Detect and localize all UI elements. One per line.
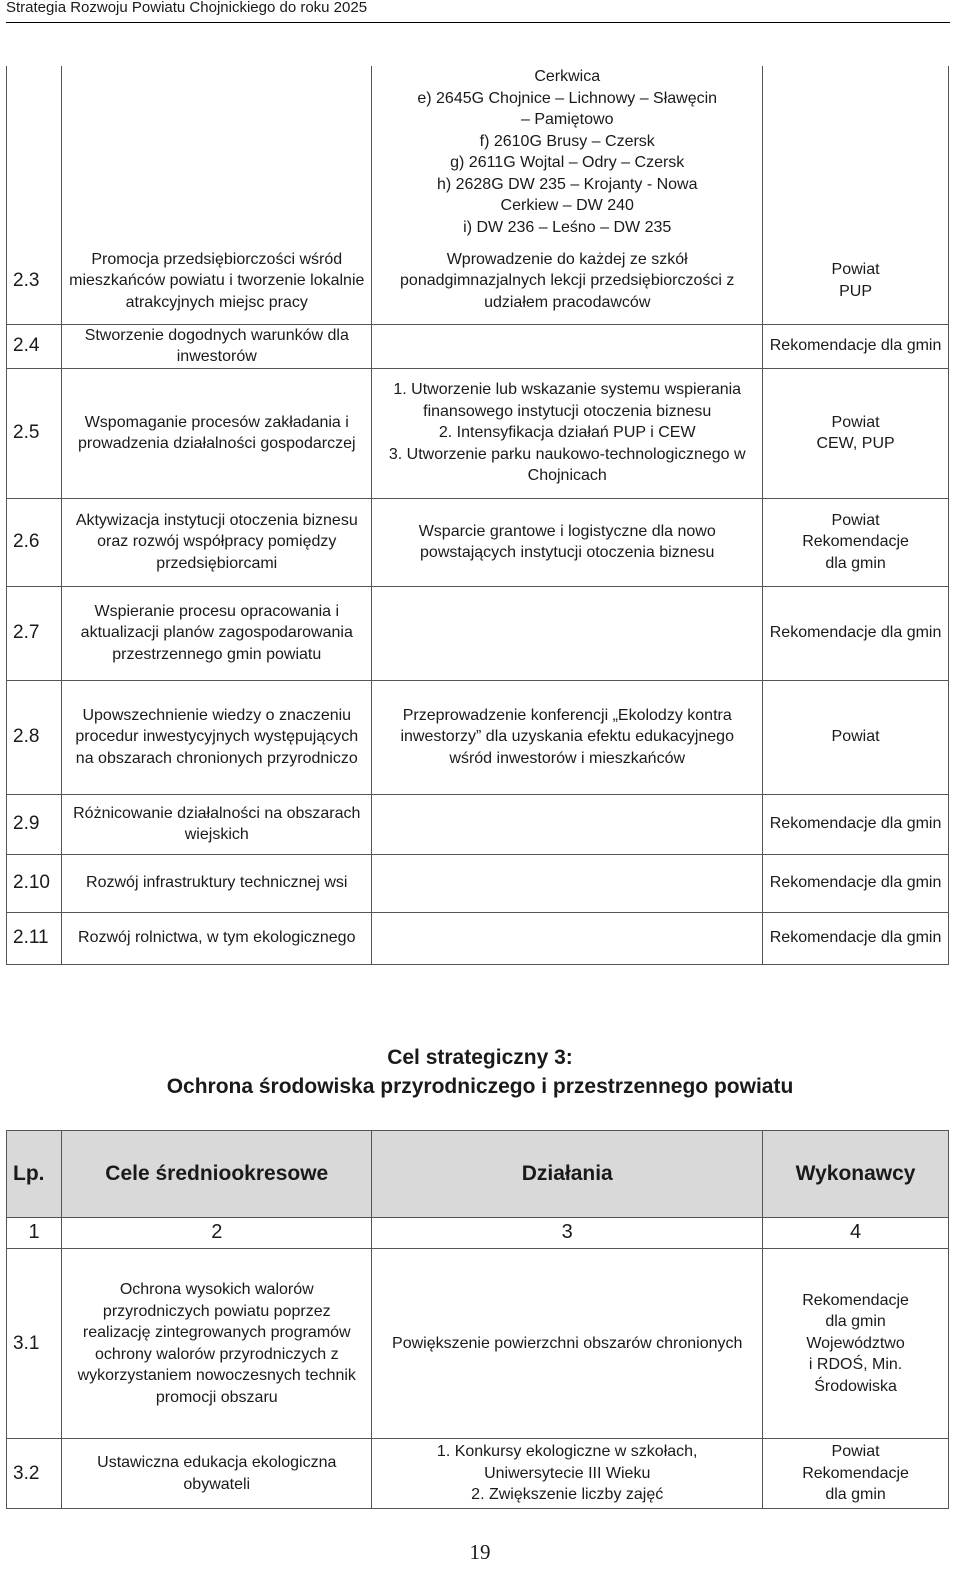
table-row — [7, 368, 949, 498]
page-number: 19 — [469, 1540, 491, 1564]
row-number: 2.10 — [7, 854, 62, 912]
header-lp: Lp. — [7, 1131, 62, 1218]
executor-cell: Powiat CEW, PUP — [763, 368, 949, 498]
row-number: 2.6 — [7, 498, 62, 586]
row-number: 2.5 — [7, 368, 62, 498]
table-row — [7, 1249, 949, 1439]
table-row — [7, 324, 949, 368]
executor-cell: Rekomendacje dla gmin — [763, 912, 949, 964]
table-row — [7, 680, 949, 794]
goal-cell: Rozwój rolnictwa, w tym ekologicznego — [62, 912, 372, 964]
action-cell — [372, 324, 763, 368]
row-number: 2.7 — [7, 586, 62, 680]
column-number: 3 — [372, 1218, 763, 1249]
executor-cell: Rekomendacje dla gmin — [763, 794, 949, 854]
action-cell: 1. Konkursy ekologiczne w szkołach, Uniwersytecie III Wieku 2. Zwiększenie liczby zajęć — [372, 1439, 763, 1509]
row-number: 2.11 — [7, 912, 62, 964]
goal-cell: Rozwój infrastruktury technicznej wsi — [62, 854, 372, 912]
goal-cell: Wspieranie procesu opracowania i aktualizacji planów zagospodarowania przestrzennego gmin powiatu — [62, 586, 372, 680]
table-row — [7, 238, 949, 324]
executor-cell: Powiat Rekomendacje dla gmin — [763, 1439, 949, 1509]
row-number: 2.3 — [7, 238, 62, 324]
goal-cell: Ustawiczna edukacja ekologiczna obywateli — [62, 1439, 372, 1509]
column-number: 2 — [62, 1218, 372, 1249]
row-number: 2.9 — [7, 794, 62, 854]
table-row-continuation — [7, 66, 949, 238]
executor-cell: Rekomendacje dla gmin — [763, 324, 949, 368]
action-cell: Wprowadzenie do każdej ze szkół ponadgimnazjalnych lekcji przedsiębiorczości z udziałem pracodawców — [372, 238, 763, 324]
strategic-goal-number: Cel strategiczny 3: — [387, 1046, 573, 1069]
table-row — [7, 912, 949, 964]
row-number: 2.4 — [7, 324, 62, 368]
row-number: 3.2 — [7, 1439, 62, 1509]
header-goals: Cele średniookresowe — [62, 1131, 372, 1218]
row-number: 3.1 — [7, 1249, 62, 1439]
goal-cell: Promocja przedsiębiorczości wśród mieszkańców powiatu i tworzenie lokalnie atrakcyjnych miejsc pracy — [62, 238, 372, 324]
action-cell — [372, 854, 763, 912]
action-cell: Wsparcie grantowe i logistyczne dla nowo powstających instytucji otoczenia biznesu — [372, 498, 763, 586]
action-cell: Powiększenie powierzchni obszarów chronionych — [372, 1249, 763, 1439]
measures-table-goal-3 — [6, 1130, 949, 1509]
executor-cell: Rekomendacje dla gmin Województwo i RDOŚ, Min. Środowiska — [763, 1249, 949, 1439]
goal-cell: Upowszechnienie wiedzy o znaczeniu procedur inwestycyjnych występujących na obszarach chronionych przyrodniczo — [62, 680, 372, 794]
table-row — [7, 794, 949, 854]
header-actions: Działania — [372, 1131, 763, 1218]
strategic-goal-title: Ochrona środowiska przyrodniczego i przestrzennego powiatu — [166, 1075, 794, 1098]
column-number: 4 — [763, 1218, 949, 1249]
goal-cell: Różnicowanie działalności na obszarach wiejskich — [62, 794, 372, 854]
column-number-row — [7, 1218, 949, 1249]
measures-table-goal-2 — [6, 66, 949, 965]
table-row — [7, 1439, 949, 1509]
executor-cell: Powiat — [763, 680, 949, 794]
row-number: 2.8 — [7, 680, 62, 794]
action-cell: 1. Utworzenie lub wskazanie systemu wspierania finansowego instytucji otoczenia biznesu 2. Intensyfikacja działań PUP i CEW 3. Utworzenie parku naukowo-technologicznego w Chojnicach — [372, 368, 763, 498]
executor-cell: Powiat Rekomendacje dla gmin — [763, 498, 949, 586]
table-row — [7, 498, 949, 586]
executor-cell: Rekomendacje dla gmin — [763, 586, 949, 680]
strategic-goal-heading — [0, 1043, 960, 1101]
page-header — [6, 0, 950, 23]
column-number: 1 — [7, 1218, 62, 1249]
action-cell — [372, 912, 763, 964]
goal-cell: Ochrona wysokich walorów przyrodniczych powiatu poprzez realizację zintegrowanych programów ochrony walorów przyrodniczych z wykorzystaniem nowoczesnych technik promocji obszaru — [62, 1249, 372, 1439]
goal-cell: Stworzenie dogodnych warunków dla inwestorów — [62, 324, 372, 368]
goal-cell: Wspomaganie procesów zakładania i prowadzenia działalności gospodarczej — [62, 368, 372, 498]
executor-cell: Powiat PUP — [763, 238, 949, 324]
executor-cell: Rekomendacje dla gmin — [763, 854, 949, 912]
action-cell — [372, 586, 763, 680]
action-cell: Przeprowadzenie konferencji „Ekolodzy kontra inwestorzy” dla uzyskania efektu edukacyjnego wśród inwestorów i mieszkańców — [372, 680, 763, 794]
table-row — [7, 854, 949, 912]
table-row — [7, 586, 949, 680]
document-title: Strategia Rozwoju Powiatu Chojnickiego do roku 2025 — [6, 0, 368, 16]
table-header-row — [7, 1131, 949, 1218]
goal-cell: Aktywizacja instytucji otoczenia biznesu oraz rozwój współpracy pomiędzy przedsiębiorcami — [62, 498, 372, 586]
header-executors: Wykonawcy — [763, 1131, 949, 1218]
action-cell — [372, 794, 763, 854]
action-cell: Cerkwica e) 2645G Chojnice – Lichnowy – Sławęcin – Pamiętowo f) 2610G Brusy – Czersk g) 2611G Wojtal – Odry – Czersk h) 2628G DW 235 – Krojanty - Nowa Cerkiew – DW 240 i) DW 236 – Leśno – DW 235 — [372, 66, 763, 238]
